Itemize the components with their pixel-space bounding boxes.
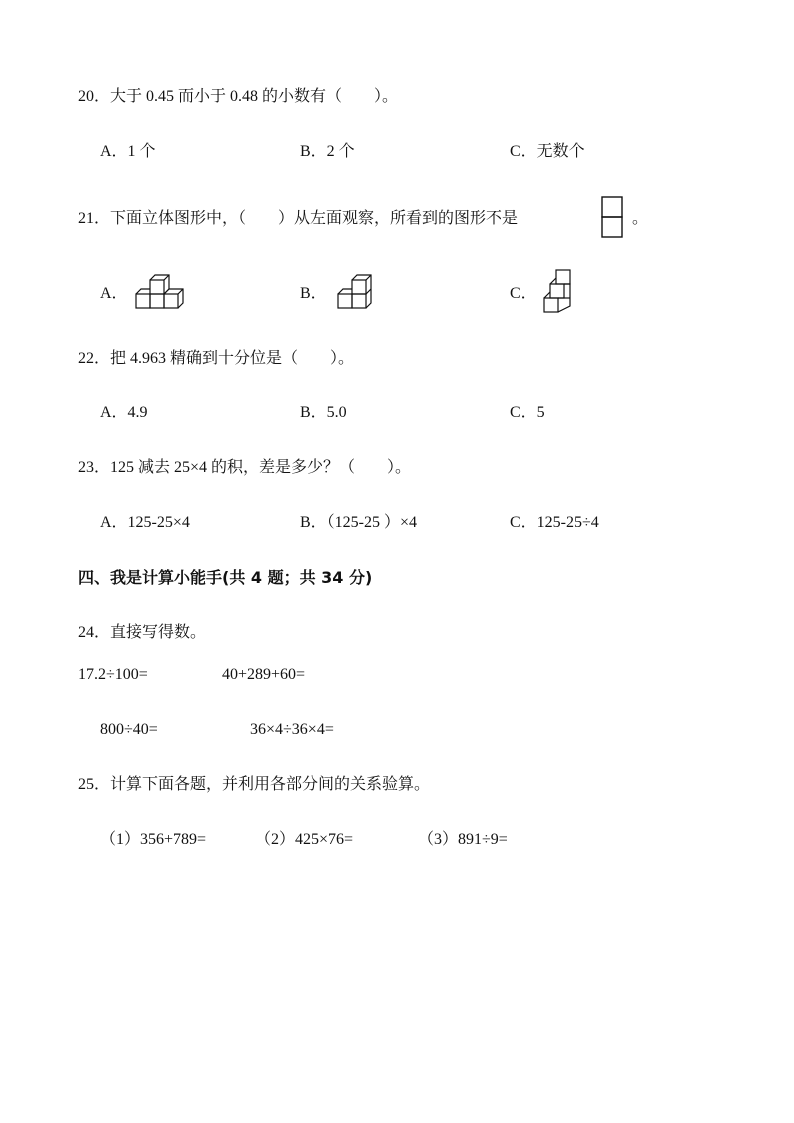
q20-option-c: C．无数个	[510, 143, 585, 160]
question-25: 25．计算下面各题，并利用各部分间的关系验算。	[78, 776, 431, 793]
q22-option-b: B．5.0	[300, 404, 347, 421]
q21-option-b: B．	[300, 285, 327, 302]
q25-expr-3: （3）891÷9=	[418, 831, 508, 848]
q20-option-a: A．1 个	[100, 143, 156, 160]
q24-expr-1: 17.2÷100=	[78, 666, 148, 683]
cube-stack-c-icon	[542, 268, 578, 316]
two-square-column-icon	[601, 196, 623, 240]
question-24: 24．直接写得数。	[78, 624, 207, 641]
q20-option-b: B．2 个	[300, 143, 355, 160]
question-21-end: 。	[632, 210, 649, 227]
q23-option-c: C．125-25÷4	[510, 514, 599, 531]
q21-option-c: C．	[510, 285, 537, 302]
cube-stack-a-icon	[134, 272, 190, 312]
q23-option-b: B．（125-25 ）×4	[300, 514, 418, 531]
q22-option-c: C．5	[510, 404, 545, 421]
q21-option-a: A．	[100, 285, 128, 302]
q24-expr-3: 800÷40=	[100, 721, 158, 738]
q25-expr-1: （1）356+789=	[100, 831, 207, 848]
question-23: 23．125 减去 25×4 的积，差是多少？（ ）。	[78, 459, 412, 476]
q25-expr-2: （2）425×76=	[255, 831, 354, 848]
cube-stack-b-icon	[336, 272, 382, 312]
question-21-text: 21．下面立体图形中，（ ）从左面观察，所看到的图形不是	[78, 210, 519, 227]
section-4-title: 四、我是计算小能手(共 4 题；共 34 分)	[78, 568, 373, 587]
q22-option-a: A．4.9	[100, 404, 148, 421]
question-20: 20．大于 0.45 而小于 0.48 的小数有（ ）。	[78, 88, 399, 105]
q24-expr-2: 40+289+60=	[222, 666, 306, 683]
q23-option-a: A．125-25×4	[100, 514, 190, 531]
question-22: 22．把 4.963 精确到十分位是（ ）。	[78, 350, 355, 367]
q24-expr-4: 36×4÷36×4=	[250, 721, 334, 738]
